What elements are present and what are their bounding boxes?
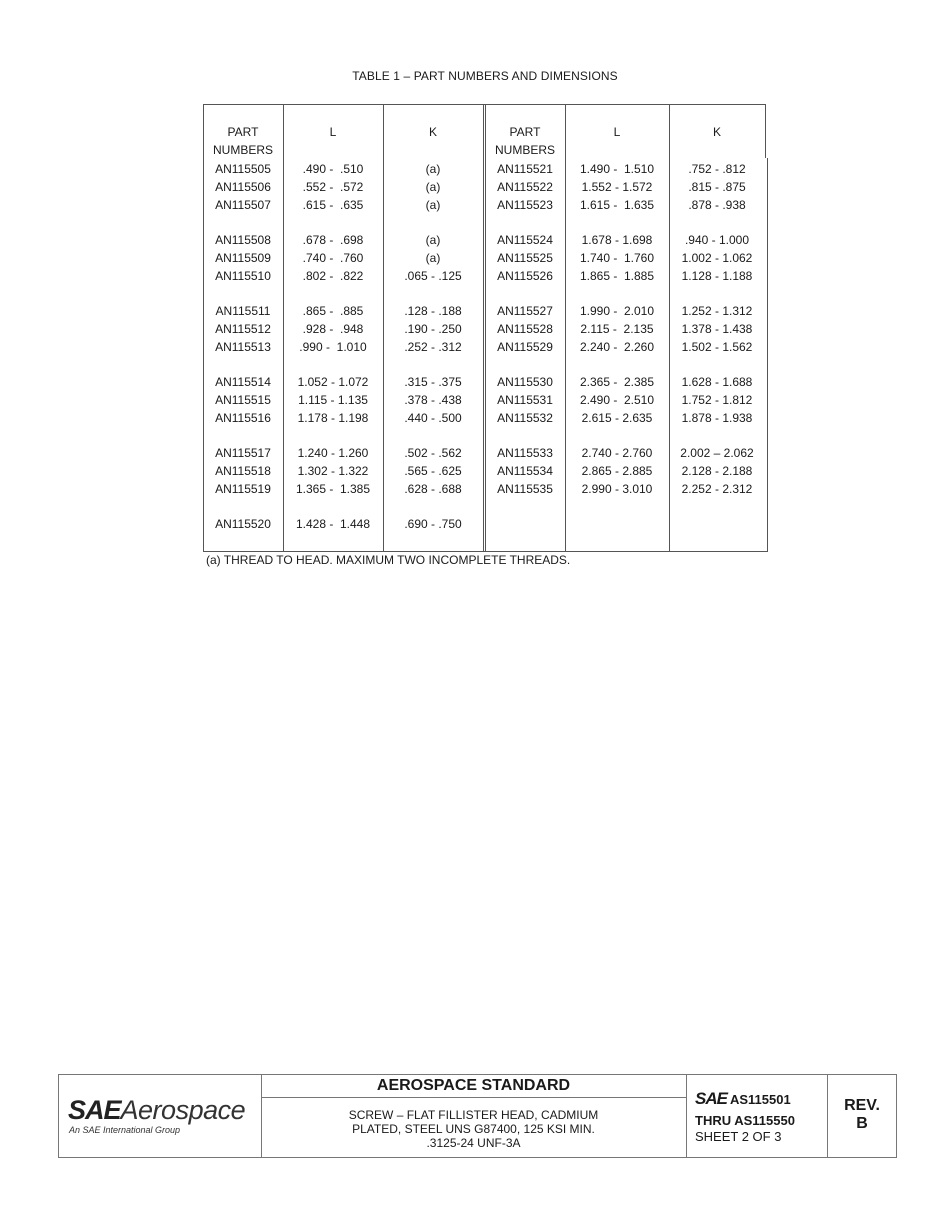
table-cell-right-part: AN115531 <box>497 393 553 407</box>
table-footnote: (a) THREAD TO HEAD. MAXIMUM TWO INCOMPLETE THREADS. <box>206 553 571 567</box>
table-cell-right-part: AN115522 <box>497 180 553 194</box>
document-number: SAE AS115501 <box>695 1089 791 1108</box>
table-cell-left-part: AN115517 <box>215 446 271 460</box>
header-part-numbers-left: PART NUMBERS <box>212 125 273 157</box>
table-cell-left-l: .615 - .635 <box>302 198 364 212</box>
table-cell-left-k: (a) <box>425 180 441 194</box>
table-cell-right-l: 1.990 - 2.010 <box>579 304 655 318</box>
table-cell-right-k: 1.628 - 1.688 <box>681 375 753 389</box>
sheet-number: SHEET 2 OF 3 <box>695 1129 782 1144</box>
table-cell-left-part: AN115509 <box>215 251 271 265</box>
table-cell-left-part: AN115513 <box>215 340 271 354</box>
table-cell-right-k: 1.252 - 1.312 <box>681 304 753 318</box>
table-cell-left-part: AN115507 <box>215 198 271 212</box>
table-cell-left-k: (a) <box>425 233 441 247</box>
header-l-left: L <box>329 125 337 139</box>
table-cell-left-l: .990 - 1.010 <box>299 340 367 354</box>
table-cell-right-l: 2.865 - 2.885 <box>581 464 653 478</box>
table-cell-left-k: .128 - .188 <box>404 304 462 318</box>
table-cell-left-l: 1.365 - 1.385 <box>295 482 371 496</box>
table-cell-left-l: 1.428 - 1.448 <box>295 517 371 531</box>
table-cell-right-k: 1.378 - 1.438 <box>681 322 753 336</box>
table-cell-left-l: 1.178 - 1.198 <box>297 411 369 425</box>
table-cell-left-k: .690 - .750 <box>404 517 462 531</box>
table-cell-right-k: 1.878 - 1.938 <box>681 411 753 425</box>
table-cell-left-k: .565 - .625 <box>404 464 462 478</box>
standard-title: AEROSPACE STANDARD <box>376 1077 571 1094</box>
table-cell-right-l: 1.740 - 1.760 <box>579 251 655 265</box>
table-cell-right-part: AN115521 <box>497 162 553 176</box>
table-cell-right-part: AN115533 <box>497 446 553 460</box>
table-cell-right-l: 1.678 - 1.698 <box>581 233 653 247</box>
table-cell-left-k: .378 - .438 <box>404 393 462 407</box>
table-cell-left-k: .440 - .500 <box>404 411 462 425</box>
table-cell-left-part: AN115516 <box>215 411 271 425</box>
table-cell-left-l: .802 - .822 <box>302 269 364 283</box>
table-cell-left-l: 1.115 - 1.135 <box>298 393 368 407</box>
table-title: TABLE 1 – PART NUMBERS AND DIMENSIONS <box>352 69 618 83</box>
table-cell-right-l: 2.990 - 3.010 <box>581 482 653 496</box>
table-cell-left-k: .628 - .688 <box>404 482 462 496</box>
table-cell-left-l: 1.302 - 1.322 <box>297 464 369 478</box>
table-cell-left-k: .502 - .562 <box>404 446 462 460</box>
table-cell-right-part: AN115535 <box>497 482 553 496</box>
header-l-right: L <box>613 125 621 139</box>
table-cell-right-part: AN115529 <box>497 340 553 354</box>
part-numbers-table <box>203 104 767 552</box>
table-cell-right-l: 1.865 - 1.885 <box>579 269 655 283</box>
table-cell-left-k: (a) <box>425 198 441 212</box>
table-cell-left-part: AN115508 <box>215 233 271 247</box>
table-cell-right-l: 2.740 - 2.760 <box>581 446 653 460</box>
table-cell-left-l: .928 - .948 <box>302 322 364 336</box>
table-cell-left-l: .865 - .885 <box>302 304 364 318</box>
table-cell-left-k: (a) <box>425 251 441 265</box>
table-cell-right-l: 2.240 - 2.260 <box>579 340 655 354</box>
table-cell-right-part: AN115528 <box>497 322 553 336</box>
table-cell-left-part: AN115510 <box>215 269 271 283</box>
header-part-numbers-right: PART NUMBERS <box>494 125 555 157</box>
table-cell-right-part: AN115530 <box>497 375 553 389</box>
table-cell-left-k: .315 - .375 <box>404 375 462 389</box>
table-cell-right-k: 1.002 - 1.062 <box>681 251 753 265</box>
table-cell-right-k: .752 - .812 <box>688 162 746 176</box>
table-cell-right-k: 2.002 – 2.062 <box>680 446 754 460</box>
sae-aerospace-logo: SAEAerospace An SAE International Group <box>68 1095 246 1135</box>
header-k-right: K <box>712 125 721 139</box>
sae-small-logo: SAE <box>695 1089 727 1108</box>
table-cell-right-k: .940 - 1.000 <box>684 233 750 247</box>
part-description: SCREW – FLAT FILLISTER HEAD, CADMIUM PLATED, STEEL UNS G87400, 125 KSI MIN. .3125-24 UNF-3A <box>348 1108 599 1150</box>
table-cell-right-k: .815 - .875 <box>688 180 746 194</box>
table-cell-left-l: 1.052 - 1.072 <box>297 375 369 389</box>
table-cell-left-part: AN115511 <box>215 304 271 318</box>
table-cell-right-part: AN115524 <box>497 233 553 247</box>
table-cell-right-l: 1.490 - 1.510 <box>579 162 655 176</box>
title-block <box>58 1074 897 1158</box>
table-cell-left-part: AN115512 <box>215 322 271 336</box>
table-cell-left-l: .490 - .510 <box>302 162 364 176</box>
table-cell-left-k: .190 - .250 <box>404 322 462 336</box>
table-cell-left-part: AN115514 <box>215 375 271 389</box>
table-cell-left-k: .065 - .125 <box>404 269 462 283</box>
table-cell-right-k: .878 - .938 <box>688 198 746 212</box>
table-cell-right-l: 1.552 - 1.572 <box>581 180 653 194</box>
table-cell-right-l: 2.615 - 2.635 <box>581 411 653 425</box>
table-cell-left-k: (a) <box>425 162 441 176</box>
table-cell-right-k: 1.502 - 1.562 <box>681 340 753 354</box>
table-cell-right-k: 1.128 - 1.188 <box>681 269 753 283</box>
table-cell-right-l: 2.365 - 2.385 <box>579 375 655 389</box>
table-cell-right-part: AN115534 <box>497 464 553 478</box>
table-cell-left-l: .678 - .698 <box>302 233 364 247</box>
table-cell-right-part: AN115523 <box>497 198 553 212</box>
table-cell-left-l: .740 - .760 <box>302 251 364 265</box>
table-cell-left-part: AN115518 <box>215 464 271 478</box>
table-cell-right-part: AN115525 <box>497 251 553 265</box>
table-cell-right-l: 2.490 - 2.510 <box>579 393 655 407</box>
table-cell-right-l: 1.615 - 1.635 <box>579 198 655 212</box>
table-cell-left-part: AN115519 <box>215 482 271 496</box>
revision: REV. B <box>844 1097 880 1132</box>
document-range: THRU AS115550 <box>695 1113 795 1128</box>
table-cell-right-k: 2.252 - 2.312 <box>681 482 753 496</box>
table-cell-right-part: AN115532 <box>497 411 553 425</box>
table-cell-left-part: AN115506 <box>215 180 271 194</box>
table-cell-left-k: .252 - .312 <box>404 340 462 354</box>
table-cell-right-k: 2.128 - 2.188 <box>681 464 753 478</box>
table-cell-right-part: AN115527 <box>497 304 553 318</box>
table-cell-left-part: AN115505 <box>215 162 271 176</box>
table-cell-right-k: 1.752 - 1.812 <box>681 393 753 407</box>
table-cell-left-l: 1.240 - 1.260 <box>297 446 369 460</box>
table-cell-left-part: AN115520 <box>215 517 271 531</box>
table-cell-right-l: 2.115 - 2.135 <box>580 322 654 336</box>
table-cell-left-part: AN115515 <box>215 393 271 407</box>
header-k-left: K <box>428 125 437 139</box>
table-cell-left-l: .552 - .572 <box>302 180 364 194</box>
table-cell-right-part: AN115526 <box>497 269 553 283</box>
